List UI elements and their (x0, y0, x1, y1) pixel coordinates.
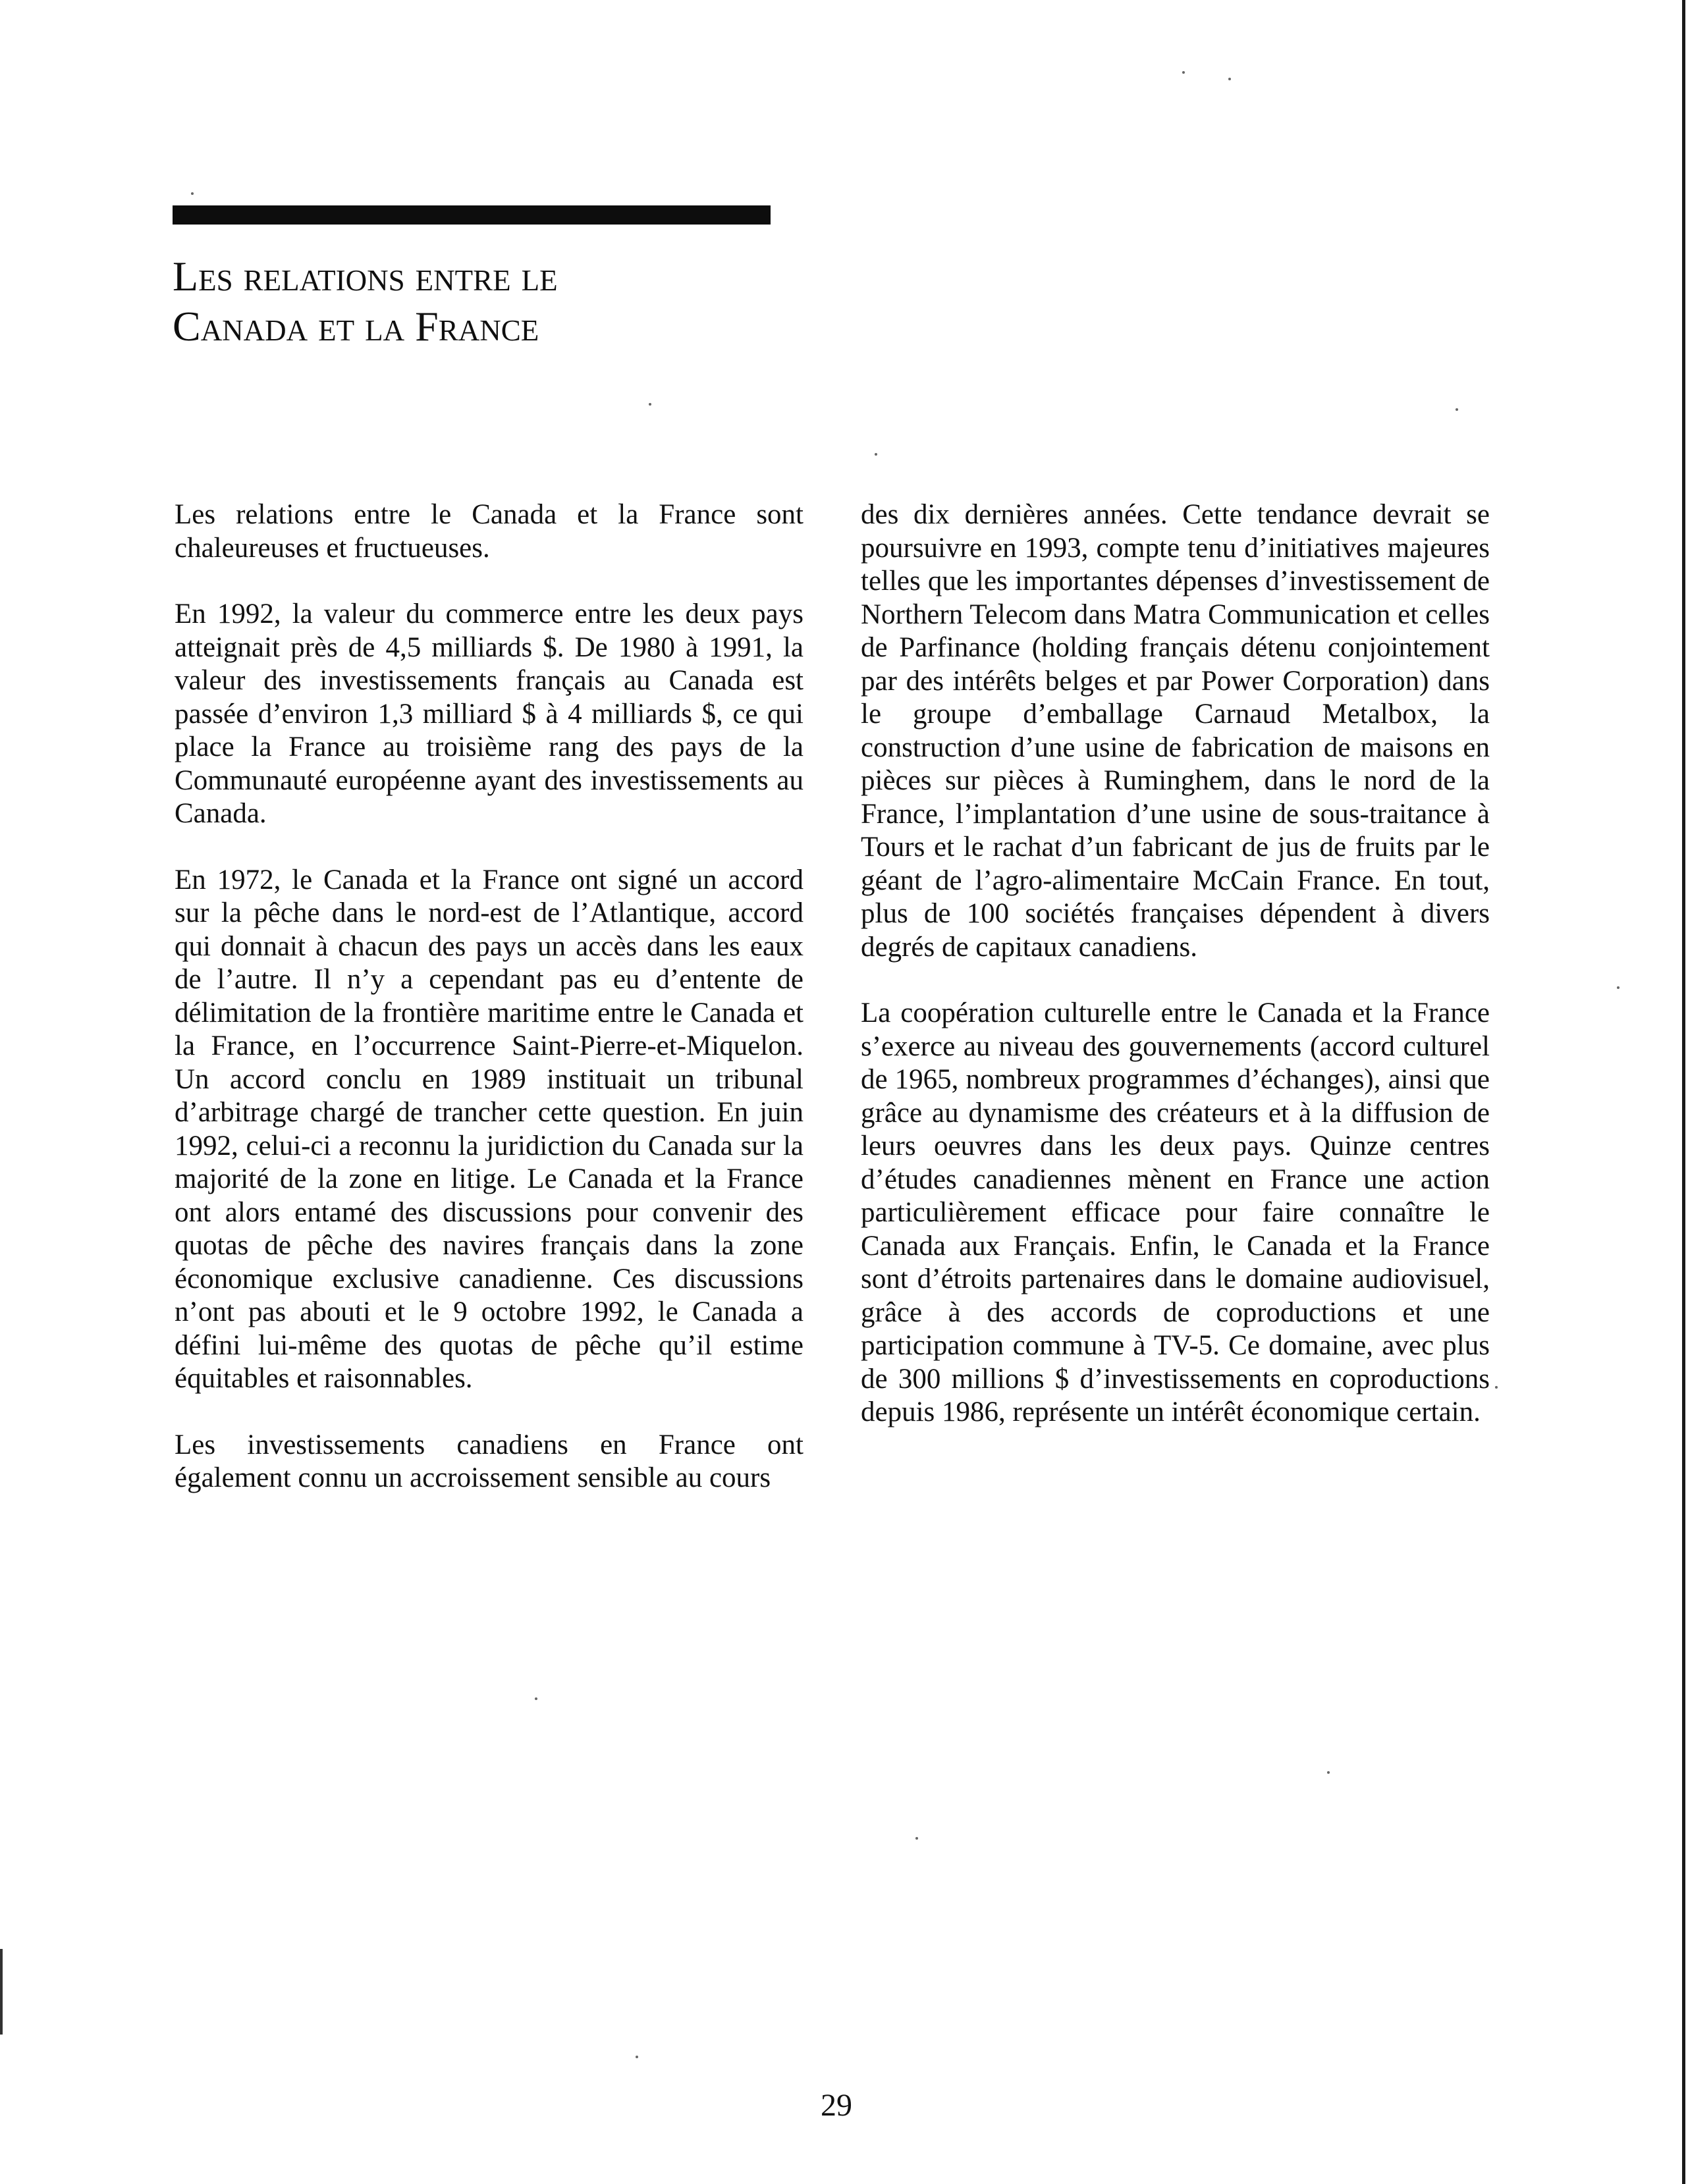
paragraph: En 1992, la valeur du commerce entre les deux pays atteignait près de 4,5 milliards $. De 1980 à 1991, la valeur des investissements français au Canada est passée d’environ 1,3 milliard $ à 4 milliards $, ce qui place la France au troisième rang des pays de la Communauté européenne ayant des investissements au Canada. (175, 599, 803, 829)
paragraph: Les investissements canadiens en France ont également connu un accroissement sensible au cours (175, 1429, 803, 1493)
page-title (173, 252, 805, 352)
title-rule (173, 205, 771, 225)
scan-speck (1617, 986, 1620, 989)
paragraph: La coopération culturelle entre le Canada et la France s’exerce au niveau des gouvernements (accord culturel de 1965, nombreux programmes d’échanges), ainsi que grâce au dynamisme des créateurs et à la diffusion de leurs oeuvres dans les deux pays. Quinze centres d’études canadiennes mènent en France une action particulièrement efficace pour faire connaître le Canada aux Français. Enfin, le Canada et la France sont d’étroits partenaires dans le domaine audiovisuel, grâce à des accords de coproductions et une participation commune à TV-5. Ce domaine, avec plus de 300 millions $ d’investissements en coproductions depuis 1986, représente un intérêt économique certain. (861, 998, 1490, 1427)
scan-speck (1456, 408, 1458, 411)
scan-speck (1182, 71, 1185, 74)
scan-speck (1495, 1386, 1498, 1389)
scan-speck (915, 1837, 918, 1840)
scan-speck (191, 192, 194, 195)
paragraph: des dix dernières années. Cette tendance devrait se poursuivre en 1993, compte tenu d’initiatives majeures telles que les importantes dépenses d’investissement de Northern Telecom dans Matra Communication et celles de Parfinance (holding français détenu conjointement par des intérêts belges et par Power Corporation) dans le groupe d’emballage Carnaud Metalbox, la construction d’une usine de fabrication de maisons en pièces sur pièces à Ruminghem, dans le nord de la France, l’implantation d’une usine de sous-traitance à Tours et le rachat d’un fabricant de jus de fruits par le géant de l’agro-alimentaire McCain France. En tout, plus de 100 sociétés françaises dépendent à divers degrés de capitaux canadiens. (861, 499, 1490, 963)
paragraph: Les relations entre le Canada et la France sont chaleureuses et fructueuses. (175, 499, 803, 564)
page-title-line-2: Canada et la France (173, 303, 539, 350)
page-number: 29 (821, 2088, 852, 2123)
scan-speck (636, 2056, 638, 2058)
scan-speck (1228, 78, 1231, 80)
scan-mark-left (0, 1949, 3, 2035)
right-column (861, 498, 1490, 1462)
paragraph: En 1972, le Canada et la France ont signé un accord sur la pêche dans le nord-est de l’Atlantique, accord qui donnait à chacun des pays un accès dans les eaux de l’autre. Il n’y a cependant pas eu d’entente de délimitation de la frontière maritime entre le Canada et la France, en l’occurrence Saint-Pierre-et-Miquelon. Un accord conclu en 1989 instituait un tribunal d’arbitrage chargé de trancher cette question. En juin 1992, celui-ci a reconnu la juridiction du Canada sur la majorité de la zone en litige. Le Canada et la France ont alors entamé des discussions pour convenir des quotas de pêche des navires français dans la zone économique exclusive canadienne. Ces discussions n’ont pas abouti et le 9 octobre 1992, le Canada a défini lui-même des quotas de pêche qu’il estime équitables et raisonnables. (175, 864, 803, 1394)
left-column (175, 498, 803, 1528)
scan-speck (535, 1697, 537, 1700)
scan-border-right (1682, 0, 1685, 2184)
page-title-line-1: Les relations entre le (173, 253, 558, 300)
scan-speck (875, 453, 877, 456)
scan-speck (649, 403, 651, 406)
scan-speck (1327, 1771, 1330, 1774)
